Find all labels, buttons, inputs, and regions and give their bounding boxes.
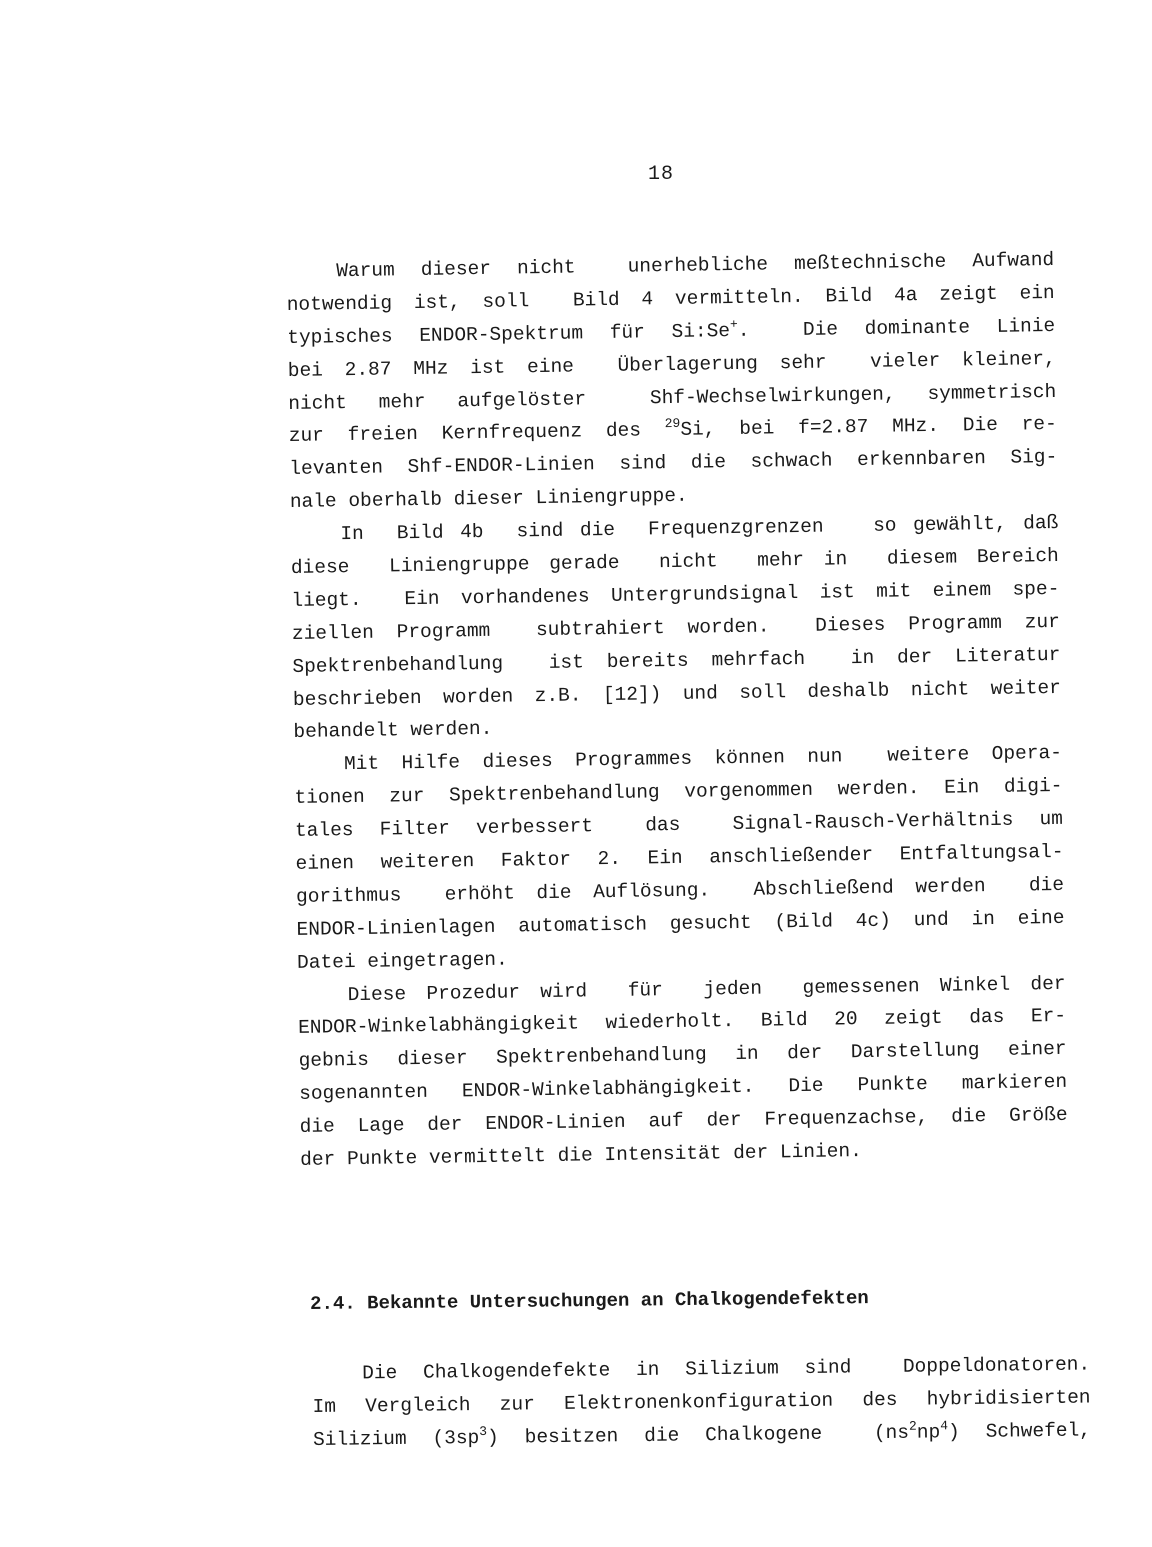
text-line: ENDOR-Winkelabhängigkeit wiederholt. Bild 20 zeigt das Er- [297,1005,1067,1040]
body-text [286,244,1090,1177]
text-line: notwendig ist, soll Bild 4 vermitteln. Bild 4a zeigt ein [286,281,1055,316]
text-line: tales Filter verbessert das Signal-Rausch-Verhältnis um [294,808,1064,843]
text-line: die Lage der ENDOR-Linien auf der Frequenzachse, die Größe [299,1103,1068,1139]
page-number: 18 [648,163,675,186]
text-fragment: np [916,1421,941,1444]
text-fragment: Si, bei f=2.87 MHz. Die re- [680,413,1057,442]
text-line: ENDOR-Linienlagen automatisch gesucht (Bild 4c) und in eine [296,906,1065,941]
text-line: nicht mehr aufgelöster Shf-Wechselwirkungen, symmetrisch [288,380,1057,415]
text-line: Im Vergleich zur Elektronenkonfiguration des hybridisierten [312,1386,1091,1418]
text-fragment: Silizium (3sp [312,1426,480,1451]
text-line: Mit Hilfe dieses Programmes können nun weitere Opera- [343,742,1063,776]
text-line: nale oberhalb dieser Liniengruppe. [289,484,688,514]
section-heading: 2.4. Bekannte Untersuchungen an Chalkogendefekten [310,1287,869,1315]
superscript: 29 [664,416,681,432]
section-body-text [312,1348,1093,1457]
text-line: gebnis dieser Spektrenbehandlung in der Darstellung einer [298,1038,1067,1073]
text-line: sogenannten ENDOR-Winkelabhängigkeit. Die Punkte markieren [298,1071,1068,1106]
text-line: einen weiteren Faktor 2. Ein anschließender Entfaltungsal- [295,840,1064,875]
paragraph [286,244,1080,520]
text-line: ziellen Programm subtrahiert worden. Dieses Programm zur [291,610,1061,645]
text-line: Datei eingetragen. [296,948,508,974]
text-fragment: ) besitzen die Chalkogene (ns [486,1421,910,1449]
text-line: beschrieben worden z.B. [12]) und soll deshalb nicht weiter [292,676,1062,711]
text-fragment: typisches ENDOR-Spektrum für Si:Se [287,319,731,349]
text-line: levanten Shf-ENDOR-Linien sind die schwach erkennbaren Sig- [289,446,1058,481]
text-line: Die Chalkogendefekte in Silizium sind Doppeldonatoren. [362,1353,1091,1385]
text-line: Warum dieser nicht unerhebliche meßtechnische Aufwand [336,248,1055,283]
text-line: behandelt werden. [293,718,493,744]
text-fragment: zur freien Kernfrequenz des [288,419,665,448]
text-fragment: ) Schwefel, [947,1419,1092,1444]
text-line: liegt. Ein vorhandenes Untergrundsignal ist mit einem spe- [291,577,1060,612]
paragraph [294,737,1088,980]
text-line: gorithmus erhöht die Auflösung. Abschließend werden die [295,873,1065,908]
text-line: bei 2.87 MHz ist eine Überlagerung sehr vieler kleiner, [287,347,1056,382]
paragraph [297,967,1090,1177]
superscript: + [729,316,738,332]
text-line: diese Liniengruppe gerade nicht mehr in diesem Bereich [290,544,1059,579]
superscript: 3 [479,1423,488,1439]
text-fragment: . Die dominante Linie [737,314,1056,342]
text-line: tionen zur Spektrenbehandlung vorgenommen werden. Ein digi- [294,775,1063,810]
text-line: Spektrenbehandlung ist bereits mehrfach in der Literatur [292,643,1061,678]
text-line: der Punkte vermittelt die Intensität der Linien. [300,1140,863,1171]
superscript: 2 [908,1418,917,1434]
superscript: 4 [940,1418,949,1434]
text-line: Diese Prozedur wird für jeden gemessenen Winkel der [347,972,1066,1006]
text-line: In Bild 4b sind die Frequenzgrenzen so gewählt, daß [340,512,1059,546]
paragraph [290,507,1084,750]
